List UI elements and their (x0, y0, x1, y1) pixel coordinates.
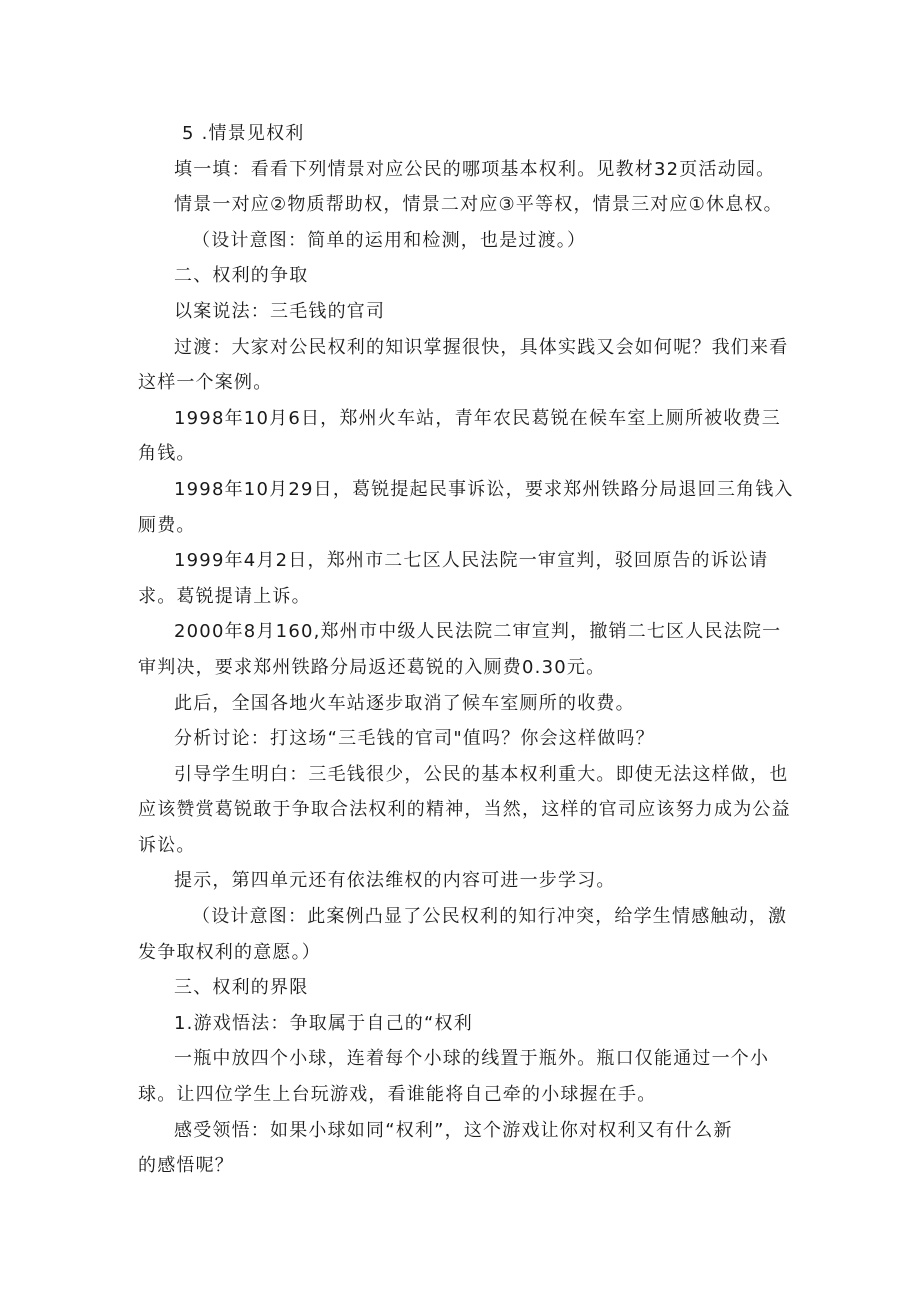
paragraph-game-description: 一瓶中放四个小球，连着每个小球的线置于瓶外。瓶口仅能通过一个小球。让四位学生上台玩游戏，看谁能将自己牵的小球握在手。 (138, 1048, 770, 1106)
section-heading-3: 三、权利的界限 (174, 977, 309, 999)
paragraph-reflection: 感受领悟：如果小球如同“权利”，这个游戏让你对权利又有什么新的感悟呢？ (138, 1119, 733, 1177)
design-intent-2: （设计意图：此案例凸显了公民权利的知行冲突，给学生情感触动，激发争取权利的意愿。） (138, 906, 788, 963)
paragraph-hint: 提示，第四单元还有依法维权的内容可进一步学习。 (174, 870, 616, 892)
paragraph-guidance: 引导学生明白：三毛钱很少，公民的基本权利重大。即使无法这样做，也应该赞赏葛锐敢于争取合法权利的精神，当然，这样的官司应该努力成为公益诉讼。 (138, 763, 791, 856)
paragraph-2000-8-16: 2000年8月160,郑州市中级人民法院二审宣判，撤销二七区人民法院一审判决，要求郑州铁路分局返还葛锐的入厕费0.30元。 (138, 621, 782, 678)
section-heading-2: 二、权利的争取 (174, 265, 309, 287)
document-body (138, 116, 798, 1184)
paragraph-discussion: 分析讨论：打这场“三毛钱的官司"值吗？你会这样做吗？ (174, 728, 655, 750)
game-heading: 1.游戏悟法：争取属于自己的“权利 (174, 1012, 473, 1034)
case-title: 以案说法：三毛钱的官司 (174, 300, 386, 322)
design-intent-1: （设计意图：简单的运用和检测，也是过渡。） (192, 229, 587, 251)
paragraph-aftermath: 此后，全国各地火车站逐步取消了候车室厕所的收费。 (174, 692, 635, 714)
paragraph-1998-10-6: 1998年10月6日，郑州火车站，青年农民葛锐在候车室上厕所被收费三角钱。 (138, 407, 781, 465)
heading-5-scenario-rights: 5 .情景见权利 (182, 123, 305, 144)
paragraph-1999-4-2: 1999年4月2日，郑州市二七区人民法院一审宣判，驳回原告的诉讼请求。葛锐提请上诉。 (138, 550, 769, 607)
paragraph-transition: 过渡：大家对公民权利的知识掌握很快，具体实践又会如何呢？我们来看这样一个案例。 (138, 336, 789, 394)
paragraph-1998-10-29: 1998年10月29日，葛锐提起民事诉讼，要求郑州铁路分局退回三角钱入厕费。 (138, 478, 794, 536)
paragraph-answer: 情景一对应②物质帮助权，情景二对应③平等权，情景三对应①休息权。 (174, 194, 783, 216)
paragraph-fill-in: 填一填：看看下列情景对应公民的哪项基本权利。见教材32页活动园。 (174, 158, 776, 180)
